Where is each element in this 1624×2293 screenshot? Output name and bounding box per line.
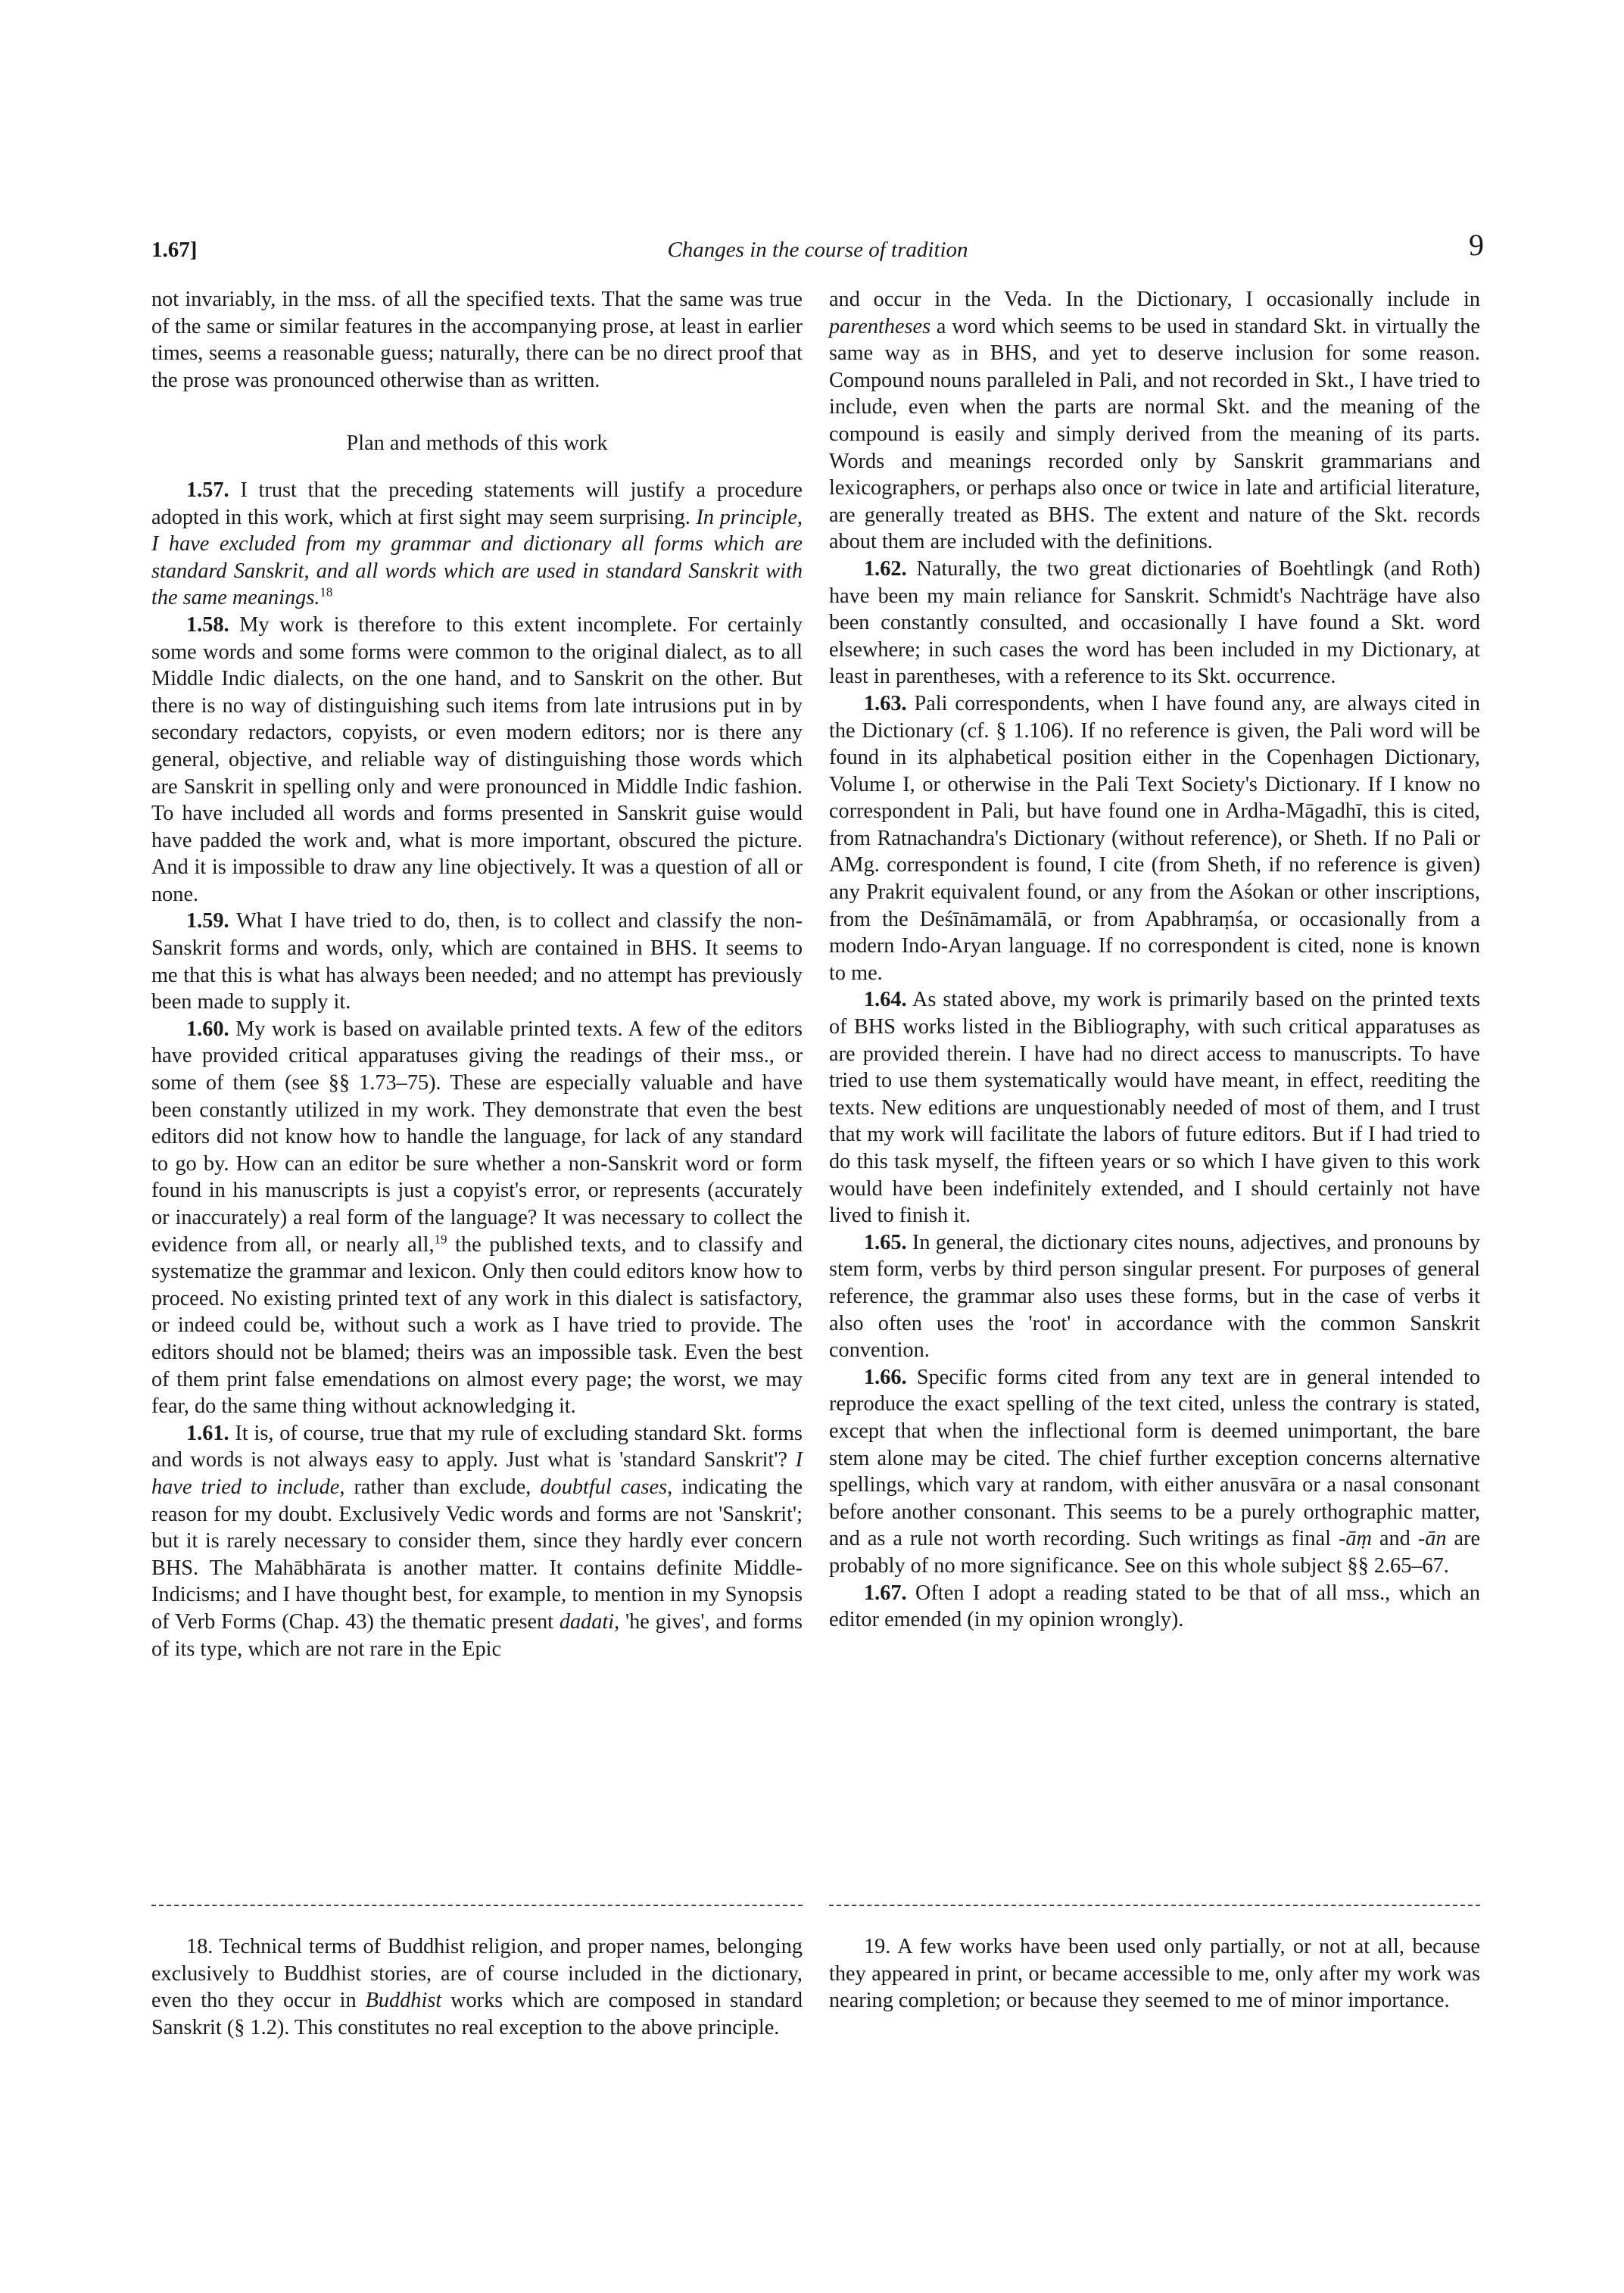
- paragraph-text: What I have tried to do, then, is to collect and classify the non-Sanskrit forms and words, only, which are contained in BHS. It seems to me that this is what has always been needed; and no attempt has previously been made to supply it.: [151, 909, 803, 1014]
- footnote-18: [151, 1933, 803, 2041]
- paragraph-1-67: [829, 1580, 1480, 1634]
- paragraph-1-63: [829, 690, 1480, 987]
- paragraph-text: the published texts, and to classify and systematize the grammar and lexicon. Only then could editors know how to proceed. No existing printed text of any work in this dialect is satisfactory, or indeed could be, without such a work as I have tried to provide. The editors should not be blamed; theirs was an impossible task. Even the best of them print false emendations on almost every page; the worst, we may fear, do the same thing without acknowledging it.: [151, 1232, 803, 1419]
- paragraph-1-58: [151, 612, 803, 908]
- italic-text: doubtful cases,: [540, 1475, 673, 1499]
- paragraph-1-59: [151, 908, 803, 1015]
- italic-text: I have tried to include,: [151, 1448, 803, 1499]
- footnote-text: [151, 1933, 803, 2041]
- paragraph-continuation: not invariably, in the mss. of all the specified texts. That the same was true of the same or similar features in the accompanying prose, at least in earlier times, seems a reasonable guess; naturally, there can be no direct proof that the prose was pronounced otherwise than as written.: [151, 288, 803, 392]
- paragraph-text: Specific forms cited from any text are in general intended to reproduce the exact spelling of the text cited, unless the contrary is stated, except that when the inflectional form is deemed unimportant, the bare stem alone may be cited. The chief further exception concerns alternative spellings, which vary at random, with either anusvāra or a nasal consonant before another consonant. This seems to be a purely orthographic matter, and as a rule not worth recording. Such writings as final: [829, 1365, 1481, 1551]
- paragraph-text: rather than exclude,: [354, 1475, 531, 1499]
- paragraph-1-62: [829, 556, 1480, 690]
- footnote-marker: 19: [434, 1232, 447, 1247]
- section-number: 1.66.: [864, 1365, 907, 1389]
- paragraph-text: Naturally, the two great dictionaries of Boehtlingk (and Roth) have been my main reliance for Sanskrit. Schmidt's Nachträge have also been constantly consulted, and occasionally I have found a Skt. word elsewhere; in such cases the word has been included in my Dictionary, at least in parentheses, with a reference to its Skt. occurrence.: [829, 556, 1480, 689]
- section-number: 1.59.: [186, 909, 229, 933]
- italic-text: parentheses: [829, 314, 931, 338]
- paragraph-text: As stated above, my work is primarily based on the printed texts of BHS works listed in the Bibliography, with such critical apparatuses as are provided therein. I have had no direct access to manuscripts. To have tried to use them systematically would have meant, in effect, reediting the texts. New editions are unquestionably needed of most of them, and I trust that my work will facilitate the labors of future editors. But if I had tried to do this task myself, the fifteen years or so which I have given to this work would have been indefinitely extended, and I should certainly not have lived to finish it.: [829, 988, 1481, 1228]
- footnote-marker: 18: [320, 584, 333, 600]
- footnote-19: [829, 1933, 1480, 2014]
- section-number: 1.67.: [864, 1581, 907, 1605]
- footnote-separator: [151, 1905, 803, 1906]
- italic-text: Buddhist: [365, 1989, 442, 2013]
- paragraph-text: and occur in the Veda. In the Dictionary, I occasionally include in: [829, 288, 1480, 311]
- paragraph-text: and: [1379, 1527, 1410, 1551]
- italic-text: In principle, I have excluded from my grammar and dictionary all forms which are standard Sanskrit, and all words which are used in standard Sanskrit with the same meanings.: [151, 505, 803, 610]
- paragraph-text: I trust that the preceding statements will justify a procedure adopted in this work, which at first sight may seem surprising.: [151, 478, 803, 529]
- section-number: 1.65.: [864, 1230, 907, 1254]
- section-number: 1.60.: [186, 1017, 229, 1041]
- running-head: [151, 227, 1484, 265]
- paragraph-continuation: [829, 286, 1480, 556]
- paragraph-text: works which are composed in standard Sanskrit (§ 1.2). This constitutes no real exception to the above principle.: [151, 1989, 803, 2039]
- running-title: Changes in the course of tradition: [667, 238, 968, 262]
- paragraph-text: My work is therefore to this extent incomplete. For certainly some words and some forms were common to the original dialect, as to all Middle Indic dialects, on the one hand, and to Sanskrit on the other. But there is no way of distinguishing such items from late intrusions put in by secondary redactors, copyists, or even modern editors; nor is there any general, objective, and reliable way of distinguishing those words which are Sanskrit in spelling only and were pronounced in Middle Indic fashion. To have included all words and forms presented in Sanskrit guise would have padded the work and, what is more important, obscured the picture. And it is impossible to draw any line objectively. It was a question of all or none.: [151, 612, 803, 906]
- paragraph-text: 18. Technical terms of Buddhist religion, and proper names, belonging exclusively to Buddhist stories, are of course included in the dictionary, even tho they occur in: [151, 1935, 803, 2013]
- footnote-text: 19. A few works have been used only partially, or not at all, because they appeared in print, or became accessible to me, only after my work was nearing completion; or because they seemed to me of minor importance.: [829, 1935, 1480, 2013]
- paragraph-text: My work is based on available printed texts. A few of the editors have provided critical apparatuses giving the readings of their mss., or some of them (see §§ 1.73–75). These are especially valuable and have been constantly utilized in my work. They demonstrate that even the best editors did not know how to handle the language, for lack of any standard to go by. How can an editor be sure whether a non-Sanskrit word or form found in his manuscripts is just a copyist's error, or represents (accurately or inaccurately) a real form of the language? It was necessary to collect the evidence from all, or nearly all,: [151, 1017, 803, 1257]
- paragraph-text: indicating the reason for my doubt. Exclusively Vedic words and forms are not 'Sanskrit'; but it is rarely necessary to consider them, since they hardly ever concern BHS. The Mahābhārata is another matter. It contains definite Middle-Indicisms; and I have thought best, for example, to mention in my Synopsis of Verb Forms (Chap. 43) the thematic present: [151, 1475, 803, 1634]
- section-number: 1.63.: [864, 691, 907, 715]
- paragraph-1-57: [151, 477, 803, 612]
- section-reference: 1.67]: [151, 238, 198, 262]
- paragraph-1-65: [829, 1229, 1480, 1364]
- right-column: [829, 286, 1480, 1634]
- left-column: [151, 286, 803, 1662]
- section-number: 1.62.: [864, 556, 907, 581]
- section-heading: Plan and methods of this work: [346, 431, 608, 456]
- section-number: 1.57.: [186, 478, 229, 502]
- footnote-separator: [829, 1905, 1480, 1906]
- italic-text: -āṃ: [1338, 1527, 1372, 1551]
- paragraph-text: In general, the dictionary cites nouns, adjectives, and pronouns by stem form, verbs by third person singular present. For purposes of general reference, the grammar also uses these forms, but in the case of verbs it also often uses the 'root' in accordance with the common Sanskrit convention.: [829, 1230, 1481, 1363]
- section-number: 1.64.: [864, 988, 907, 1012]
- paragraph-1-64: [829, 986, 1480, 1229]
- paragraph-text: Often I adopt a reading stated to be that of all mss., which an editor emended (in my opinion wrongly).: [829, 1581, 1480, 1632]
- italic-text: dadati,: [559, 1609, 620, 1634]
- paragraph-1-61: [151, 1420, 803, 1662]
- section-number: 1.58.: [186, 612, 229, 637]
- paragraph-1-66: [829, 1364, 1480, 1580]
- paragraph-text: a word which seems to be used in standard Skt. in virtually the same way as in BHS, and yet to deserve inclusion for some reason. Compound nouns paralleled in Pali, and not recorded in Skt., I have tried to include, even when the parts are normal Skt. and the meaning of the compound is easily and simply derived from the meaning of its parts. Words and meanings recorded only by Sanskrit grammarians and lexicographers, or perhaps also once or twice in late and artificial literature, are generally treated as BHS. The extent and nature of the Skt. records about them are included with the definitions.: [829, 314, 1480, 554]
- section-number: 1.61.: [186, 1421, 229, 1445]
- paragraph-1-60: [151, 1016, 803, 1420]
- paragraph-text: It is, of course, true that my rule of excluding standard Skt. forms and words is not always easy to apply. Just what is 'standard Sanskrit'?: [151, 1421, 803, 1472]
- page-number: 9: [1469, 228, 1484, 262]
- paragraph-text: 'he gives', and forms of its type, which are not rare in the Epic: [151, 1609, 803, 1661]
- paragraph-text: are probably of no more significance. See on this whole subject §§ 2.65–67.: [829, 1527, 1481, 1578]
- paragraph-text: Pali correspondents, when I have found any, are always cited in the Dictionary (cf. § 1.106). If no reference is given, the Pali word will be found in its alphabetical position either in the Copenhagen Dictionary, Volume I, or otherwise in the Pali Text Society's Dictionary. If I know no correspondent in Pali, but have found one in Ardha-Māgadhī, this is cited, from Ratnachandra's Dictionary (without reference), or Sheth. If no Pali or AMg. correspondent is found, I cite (from Sheth, if no reference is given) any Prakrit equivalent found, or any from the Aśokan or other inscriptions, from the Deśīnāmamālā, or from Apabhraṃśa, or occasionally from a modern Indo-Aryan language. If no correspondent is cited, none is known to me.: [829, 691, 1481, 985]
- italic-text: -ān: [1417, 1527, 1447, 1551]
